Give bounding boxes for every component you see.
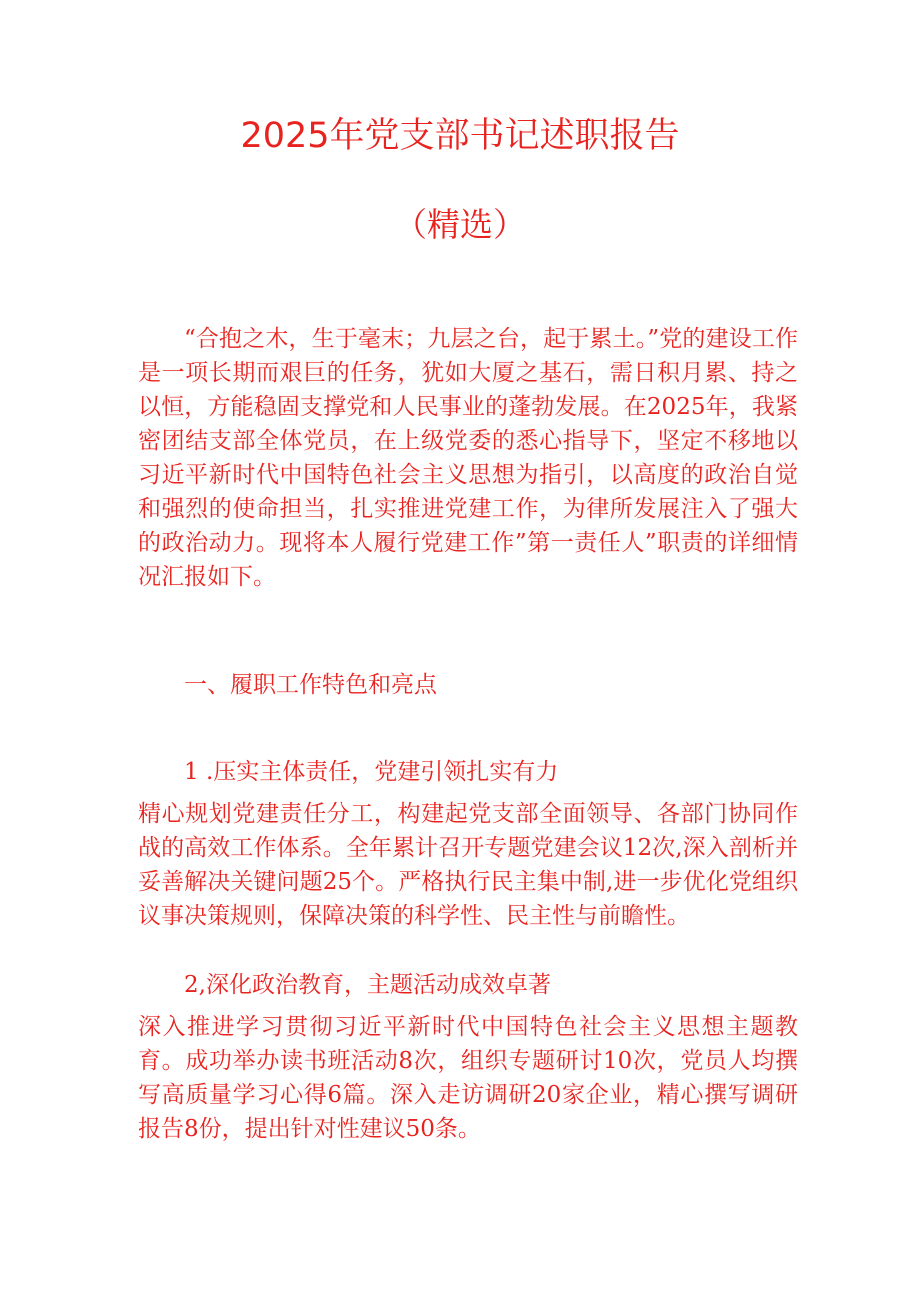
subsection-body-1: 精心规划党建责任分工，构建起党支部全面领导、各部门协同作战的高效工作体系。全年累计召开专题党建会议12次,深入剖析并妥善解决关键问题25个。严格执行民主集中制,进一步优化党组织议事决策规则，保障决策的科学性、民主性与前瞻性。: [138, 801, 798, 929]
subsection-body-2: 深入推进学习贯彻习近平新时代中国特色社会主义思想主题教育。成功举办读书班活动8次，组织专题研讨10次，党员人均撰写高质量学习心得6篇。深入走访调研20家企业，精心撰写调研报告8份，提出针对性建议50条。: [138, 1014, 798, 1142]
subsection-heading-1: 1 .压实主体责任，党建引领扎实有力: [184, 759, 559, 785]
intro-paragraph: “合抱之木，生于毫末；九层之台，起于累土。”党的建设工作是一项长期而艰巨的任务，犹如大厦之基石，需日积月累、持之以恒，方能稳固支撑党和人民事业的蓬勃发展。在2025年，我紧密团结支部全体党员，在上级党委的悉心指导下，坚定不移地以习近平新时代中国特色社会主义思想为指引，以高度的政治自觉和强烈的使命担当，扎实推进党建工作，为律所发展注入了强大的政治动力。现将本人履行党建工作”第一责任人”职责的详细情况汇报如下。: [138, 326, 798, 590]
subsection-heading-2: 2,深化政治教育，主题活动成效卓著: [184, 972, 551, 998]
document-title: 2025年党支部书记述职报告: [240, 116, 680, 156]
document-subtitle: （精选）: [394, 205, 526, 244]
section-heading-1: 一、履职工作特色和亮点: [184, 672, 437, 698]
